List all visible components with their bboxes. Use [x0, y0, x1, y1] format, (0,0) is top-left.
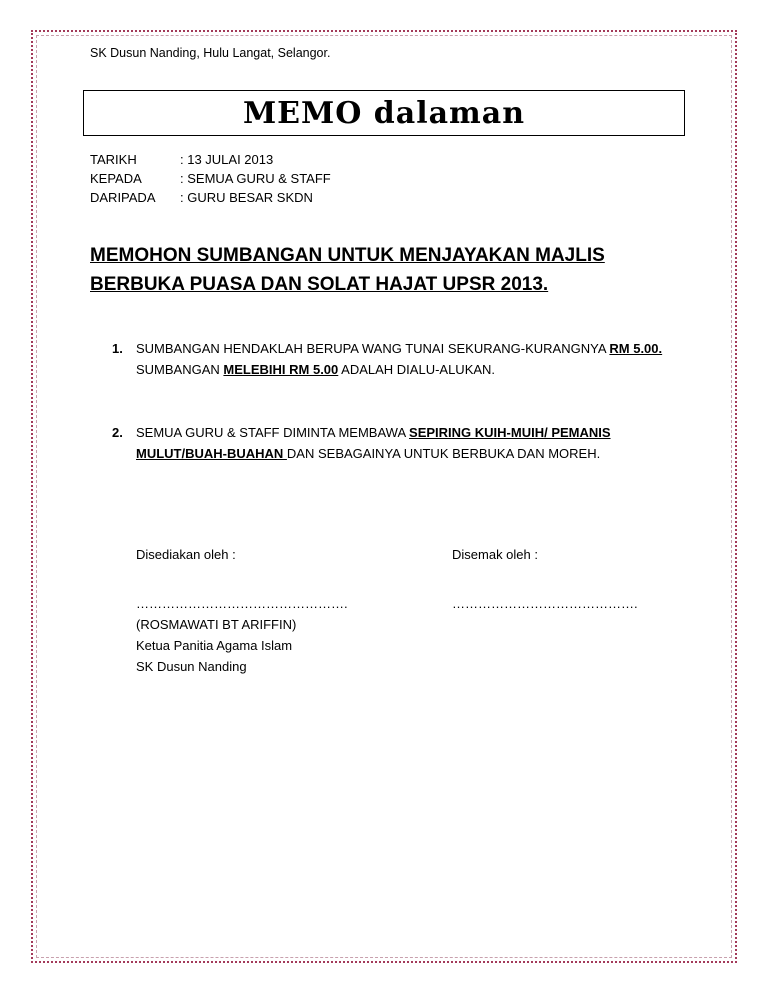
- subject-line-1: MEMOHON SUMBANGAN UNTUK MENJAYAKAN MAJLIS: [90, 245, 605, 266]
- meta-label: KEPADA: [90, 171, 142, 186]
- signature-line: ………………………………………….: [136, 596, 348, 611]
- item-text-part: SUMBANGAN: [136, 362, 224, 377]
- item-emphasis: SEPIRING KUIH-MUIH/ PEMANIS MULUT/BUAH-BUAHAN: [136, 425, 611, 461]
- item-text-part: SUMBANGAN HENDAKLAH BERUPA WANG TUNAI SEKURANG-KURANGNYA: [136, 341, 610, 356]
- meta-value: : SEMUA GURU & STAFF: [180, 171, 331, 186]
- signature-line: …………………………………….: [452, 596, 638, 611]
- subject-line-2: BERBUKA PUASA DAN SOLAT HAJAT UPSR 2013.: [90, 274, 549, 295]
- item-number: 1.: [112, 341, 123, 356]
- signatory-org: SK Dusun Nanding: [136, 659, 247, 674]
- meta-row-to: [90, 169, 331, 188]
- memo-subject: [90, 241, 650, 299]
- item-emphasis: RM 5.00.: [609, 341, 663, 356]
- memo-title-box: [83, 90, 685, 136]
- meta-value: : GURU BESAR SKDN: [180, 190, 313, 205]
- signature-label: Disemak oleh :: [452, 547, 538, 562]
- meta-row-from: [90, 188, 331, 207]
- meta-row-date: [90, 150, 331, 169]
- memo-title: MEMO dalaman: [242, 95, 526, 131]
- signatory-position: Ketua Panitia Agama Islam: [136, 638, 293, 653]
- item-text-part: SEMUA GURU & STAFF DIMINTA MEMBAWA: [136, 425, 410, 440]
- item-text: [136, 422, 672, 464]
- meta-label: TARIKH: [90, 152, 137, 167]
- meta-label: DARIPADA: [90, 190, 156, 205]
- item-text: [136, 338, 672, 380]
- signature-label: Disediakan oleh :: [136, 547, 236, 562]
- item-emphasis: MELEBIHI RM 5.00: [223, 362, 339, 377]
- signature-checked-by: [452, 544, 638, 614]
- item-text-part: ADALAH DIALU-ALUKAN.: [338, 362, 496, 377]
- list-item: [112, 422, 672, 464]
- school-address: SK Dusun Nanding, Hulu Langat, Selangor.: [90, 46, 331, 60]
- signatory-name: (ROSMAWATI BT ARIFFIN): [136, 617, 297, 632]
- item-number: 2.: [112, 425, 123, 440]
- meta-value: : 13 JULAI 2013: [180, 152, 274, 167]
- list-item: [112, 338, 672, 380]
- memo-meta: [90, 150, 331, 207]
- signature-prepared-by: [136, 544, 348, 677]
- item-text-part: DAN SEBAGAINYA UNTUK BERBUKA DAN MOREH.: [286, 446, 601, 461]
